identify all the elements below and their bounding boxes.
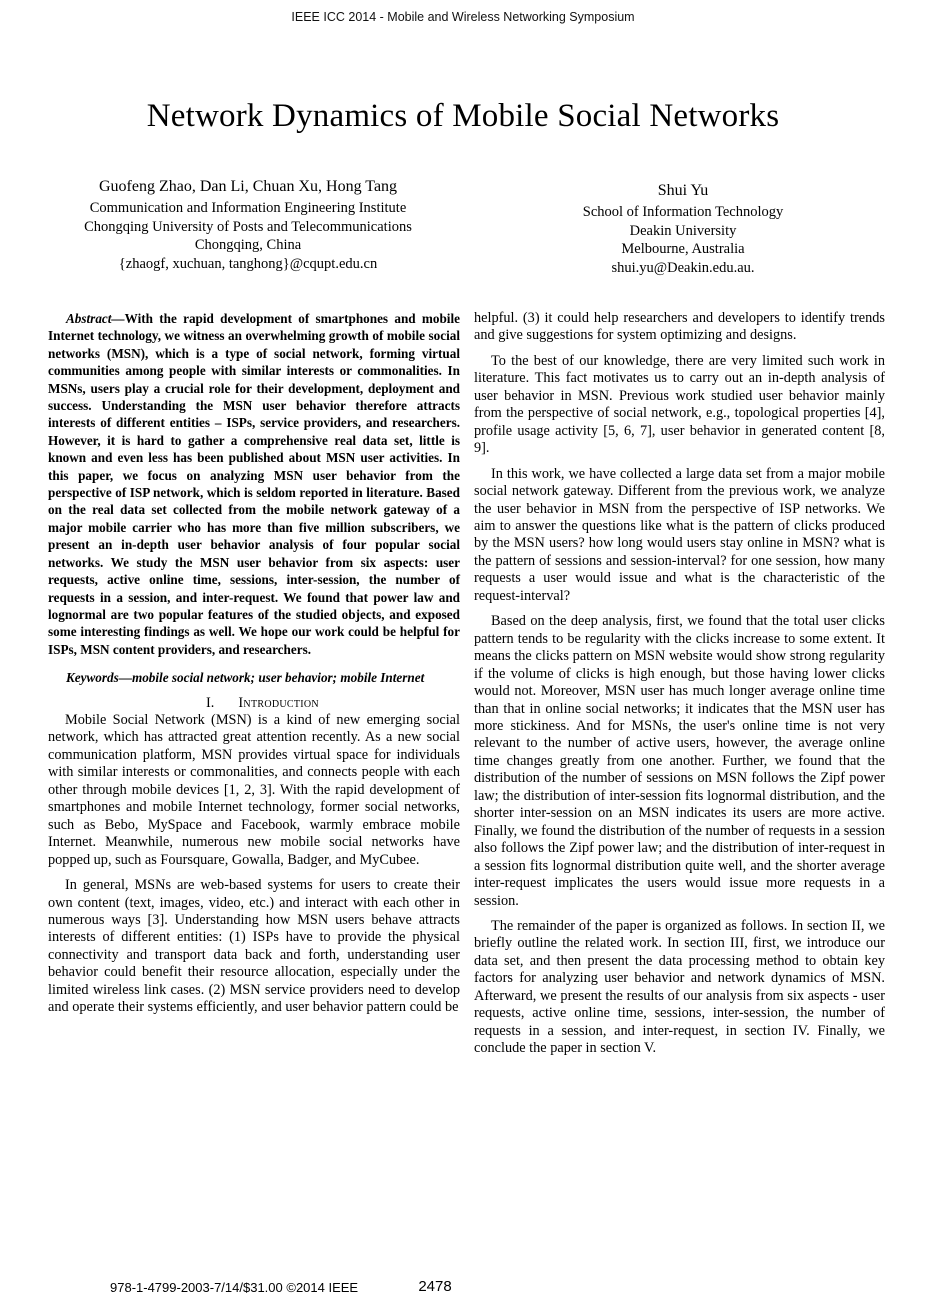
body-paragraph: helpful. (3) it could help researchers and developers to identify trends and give suggestions for system optimizing and designs. — [474, 310, 885, 344]
affiliation-line: Deakin University — [629, 222, 737, 239]
keywords-label: Keywords— — [66, 670, 132, 686]
author-block-right — [490, 178, 876, 277]
author-names-left: Guofeng Zhao, Dan Li, Chuan Xu, Hong Tang — [98, 178, 398, 195]
section-title: Introduction — [238, 694, 319, 711]
author-block-left — [50, 178, 446, 273]
page-number: 2478 — [418, 1278, 452, 1295]
footer-copyright: 978-1-4799-2003-7/14/$31.00 ©2014 IEEE — [110, 1280, 359, 1295]
body-paragraph: To the best of our knowledge, there are very limited such work in literature. This fact motivates us to carry out an in-depth analysis of user behavior in MSN. Previous work studied user behavior mainly from the perspective of social network, e.g., topological properties [4], profile usage activity [5, 6, 7], user behavior in generated content [8, 9]. — [474, 352, 885, 457]
section-heading-introduction — [48, 695, 460, 712]
abstract-paragraph — [48, 310, 460, 658]
right-column — [474, 310, 885, 1058]
abstract-text: With the rapid development of smartphones and mobile Internet technology, we witness an overwhelming growth of mobile social networks (MSN), which is a type of social network, forming virtual communities among people with similar interests or commonalities. In MSNs, users play a crucial role for their development, deployment and success. Understanding the MSN user behavior therefore attracts interests of different entities – ISPs, service providers, and researchers. However, it is hard to gather a comprehensive real data set, little is known and even less has been published about MSN user activities. In this paper, we focus on analyzing MSN user behavior from the perspective of ISP network, which is seldom reported in literature. Based on the real data set collected from the mobile network gateway of a major mobile carrier who has more than five million subscribers, we present an in-depth user behavior analysis of four popular social networks. We study the MSN user behavior from six aspects: user requests, active online time, sessions, inter-session, the number of requests in a session, and inter-request. We found that power law and lognormal are two popular features of the studied objects, and exposed some interesting findings as well. We hope our work could be helpful for ISPs, MSN content providers, and researchers. — [48, 311, 460, 657]
affiliation-line: Chongqing, China — [194, 237, 302, 253]
left-column — [48, 310, 460, 1017]
author-email-right: shui.yu@Deakin.edu.au. — [611, 259, 755, 276]
abstract-label: Abstract— — [66, 311, 125, 326]
body-paragraph: Mobile Social Network (MSN) is a kind of new emerging social network, which has attracted great attention recently. As a new social communication platform, MSN provides virtual space for individuals with similar interests or commonalities, and connects people with each other through mobile devices [1, 2, 3]. With the rapid development of smartphones and mobile Internet technology, former social networks, such as Bebo, MySpace and Facebook, warmly embrace mobile Internet. Meanwhile, numerous new mobile social networks have popped up, such as Foursquare, Gowalla, Badger, and MyCubee. — [48, 711, 460, 868]
keywords-text: mobile social network; user behavior; mobile Internet — [131, 670, 425, 686]
affiliation-line: School of Information Technology — [582, 204, 784, 220]
body-paragraph: Based on the deep analysis, first, we found that the total user clicks pattern tends to be regularity with the clicks increase to some extent. It means the clicks pattern on MSN website would show strong regularity if the volume of clicks is high enough, but those having lower clicks would not. Moreover, MSN user has much longer average online time than that in online social networks; it indicates that the MSN user has more stickiness. And for MSNs, the user's online time is not very relevant to the number of active users, however, the average online time changes greatly from one another. Further, we found that the distribution of the number of sessions on MSN follows the Zipf power law; the distribution of inter-session fits lognormal distribution, and the shorter inter-session on an MSN indicates its users are more active. Finally, we found the distribution of the number of requests in a session also follows the Zipf power law; and the distribution of inter-request in a session fits lognormal distribution quite well, and the shorter average inter-request implicates the users would issue more requests in a session. — [474, 613, 885, 909]
body-paragraph: In this work, we have collected a large data set from a major mobile social network gateway. Different from the previous work, we analyze the user behavior in MSN from the perspective of ISP networks. We aim to answer the questions like what is the pattern of clicks produced by the MSN users? how long would users stay online in MSN? what is the pattern of sessions and session-interval? for one session, how many requests a user would issue and what is the characteristic of the request-interval? — [474, 465, 885, 604]
body-paragraph: In general, MSNs are web-based systems for users to create their own content (text, images, video, etc.) and interact with each other in numerous ways [3]. Understanding how MSN users behave attracts interests of different entities: (1) ISPs have to provide the physical connectivity and transport data back and forth, understanding user behavior could benefit their resource allocation, especially under the limited wireless link cases. (2) MSN service providers need to develop and operate their systems efficiently, and user behavior pattern could be — [48, 877, 460, 1016]
section-number: I. — [206, 694, 215, 711]
author-names-right: Shui Yu — [657, 182, 709, 199]
affiliation-line: Chongqing University of Posts and Telecommunications — [84, 218, 412, 235]
author-email-left: {zhaogf, xuchuan, tanghong}@cqupt.edu.cn — [118, 255, 378, 272]
affiliation-line: Melbourne, Australia — [621, 241, 745, 257]
keywords-paragraph — [48, 669, 460, 686]
affiliation-line: Communication and Information Engineering Institute — [89, 200, 407, 216]
body-paragraph: The remainder of the paper is organized as follows. In section II, we briefly outline the related work. In section III, first, we introduce our data set, and then present the data processing method to obtain key factors for analyzing user behavior and network dynamics of MSN. Afterward, we present the results of our analysis from six aspects - user requests, active online time, sessions, inter-session, the number of requests in a session, and inter-request, in section IV. Finally, we conclude the paper in section V. — [474, 917, 885, 1057]
conference-header: IEEE ICC 2014 - Mobile and Wireless Networking Symposium — [291, 10, 635, 24]
paper-title: Network Dynamics of Mobile Social Networks — [146, 98, 780, 134]
